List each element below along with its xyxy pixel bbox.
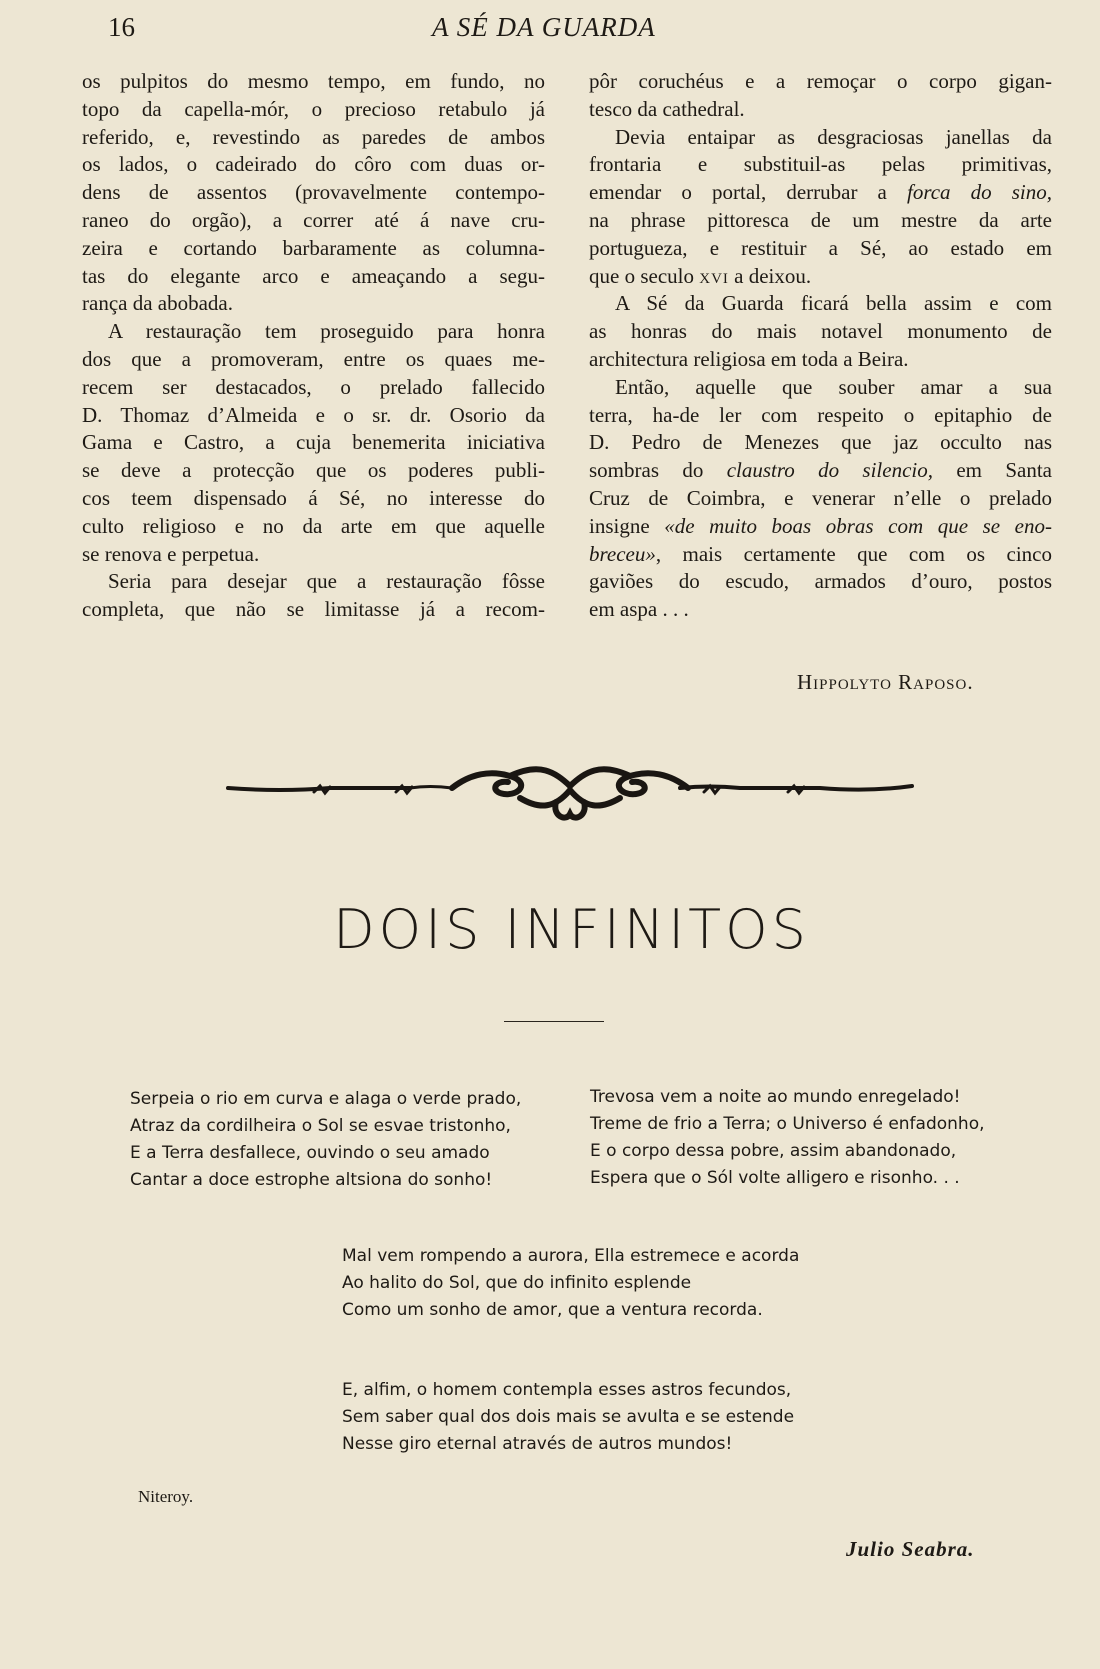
poem-place: Niteroy. [138, 1487, 194, 1506]
text-line: terra, ha-de ler com respeito o epitaphio de [589, 402, 1052, 427]
text-line: A Sé da Guarda ficará bella assim e com [615, 291, 1052, 316]
verse-line: E a Terra desfallece, ouvindo o seu amado [130, 1143, 490, 1163]
text-line: frontaria e substituil-as pelas primitivas, [589, 152, 1052, 177]
verse-line: Trevosa vem a noite ao mundo enregelado! [590, 1087, 961, 1107]
italic-run: «de muito boas obras com que se eno- [664, 513, 1052, 538]
text-line: em aspa . . . [589, 597, 689, 622]
text-run: que o seculo [589, 263, 700, 288]
poem-stanza-4 [342, 1377, 794, 1458]
text-line: os pulpitos do mesmo tempo, em fundo, no [82, 69, 545, 93]
verse-line: Nesse giro eternal através de autros mundos! [342, 1434, 733, 1454]
poem-author-signature: Julio Seabra. [846, 1537, 975, 1561]
verse-line: Atraz da cordilheira o Sol se esvae tristonho, [130, 1116, 511, 1136]
text-line: cos teem dispensado á Sé, no interesse do [82, 485, 545, 510]
text-line: referido, e, revestindo as paredes de ambos [82, 124, 545, 149]
text-line: D. Pedro de Menezes que jaz occulto nas [589, 430, 1052, 455]
text-run: , mais certamente que com os cinco [655, 541, 1052, 566]
poem-stanza-3 [342, 1243, 799, 1324]
verse-line: Serpeia o rio em curva e alaga o verde prado, [130, 1089, 522, 1109]
verse-line: Sem saber qual dos dois mais se avulta e se estende [342, 1407, 795, 1427]
verse-line: Como um sonho de amor, que a ventura recorda. [342, 1300, 763, 1320]
text-line: portugueza, e restituir a Sé, ao estado em [589, 235, 1052, 260]
text-line: completa, que não se limitasse já a recom- [82, 597, 545, 622]
verse-line: Espera que o Sól volte alligero e risonho. . . [590, 1168, 960, 1188]
text-line [589, 457, 1052, 485]
text-line: rança da abobada. [82, 291, 233, 316]
verse-line: E o corpo dessa pobre, assim abandonado, [590, 1141, 957, 1161]
text-line: na phrase pittoresca de um mestre da arte [589, 207, 1052, 232]
text-run: a deixou. [728, 263, 812, 288]
text-run: sombras do [589, 458, 727, 483]
text-line: os lados, o cadeirado do côro com duas or- [82, 152, 545, 177]
text-line: dens de assentos (provavelmente contempo- [82, 180, 545, 205]
text-line: zeira e cortando barbaramente as columna- [82, 235, 545, 260]
text-line: as honras do mais notavel monumento de [589, 319, 1052, 344]
verse-line: E, alfim, o homem contempla esses astros fecundos, [342, 1380, 792, 1400]
text-line: gaviões do escudo, armados d’ouro, postos [589, 569, 1052, 594]
text-line: raneo do orgão), a correr até á nave cru- [82, 207, 545, 232]
article-right-column [589, 68, 1052, 624]
text-line: Seria para desejar que a restauração fôsse [108, 569, 545, 594]
text-run: insigne [589, 513, 665, 538]
poem-title: DOIS INFINITOS [333, 898, 810, 961]
text-line: tesco da cathedral. [589, 96, 745, 121]
verse-line: Mal vem rompendo a aurora, Ella estremece e acorda [342, 1246, 800, 1266]
text-line [589, 179, 1052, 207]
text-line: topo da capella-mór, o precioso retabulo já [82, 96, 545, 121]
poem-stanza-1 [130, 1086, 521, 1194]
poem-stanza-2 [590, 1084, 985, 1192]
text-line: se renova e perpetua. [82, 541, 260, 566]
verse-line: Treme de frio a Terra; o Universo é enfadonho, [590, 1114, 985, 1134]
article-author-signature: Hippolyto Raposo. [797, 670, 974, 694]
article-left-column [82, 68, 545, 624]
text-line [589, 541, 1052, 569]
century-numeral: xvi [699, 263, 729, 288]
text-line: culto religioso e no da arte em que aquelle [82, 513, 545, 538]
italic-run: breceu» [589, 541, 656, 566]
text-line: A restauração tem proseguido para honra [108, 319, 545, 344]
divider [504, 1021, 604, 1022]
text-line: Gama e Castro, a cuja benemerita iniciativa [82, 430, 545, 455]
italic-run: forca do sino, [906, 180, 1052, 205]
text-line [589, 513, 1052, 541]
text-line: recem ser destacados, o prelado fallecido [82, 374, 545, 399]
text-line: Cruz de Coimbra, e venerar n’elle o prelado [589, 485, 1052, 510]
text-line: dos que a promoveram, entre os quaes me- [82, 346, 545, 371]
text-line [589, 263, 1052, 291]
text-line: tas do elegante arco e ameaçando a segu- [82, 263, 545, 288]
verse-line: Ao halito do Sol, que do infinito esplende [342, 1273, 692, 1293]
text-line: Então, aquelle que souber amar a sua [615, 374, 1052, 399]
text-line: pôr coruchéus e a remoçar o corpo gigan- [589, 69, 1052, 93]
page-number: 16 [108, 12, 135, 42]
text-run: emendar o portal, derrubar a [589, 180, 907, 205]
text-line: D. Thomaz d’Almeida e o sr. dr. Osorio da [82, 402, 545, 427]
text-run: em Santa [933, 458, 1052, 483]
verse-line: Cantar a doce estrophe altsiona do sonho! [130, 1170, 493, 1190]
running-title: A SÉ DA GUARDA [432, 12, 656, 42]
italic-run: claustro do silencio, [726, 458, 933, 483]
text-line: architectura religiosa em toda a Beira. [589, 346, 909, 371]
decorative-ornament [220, 752, 920, 824]
text-line: se deve a protecção que os poderes publi- [82, 458, 545, 483]
text-line: Devia entaipar as desgraciosas janellas da [615, 124, 1052, 149]
